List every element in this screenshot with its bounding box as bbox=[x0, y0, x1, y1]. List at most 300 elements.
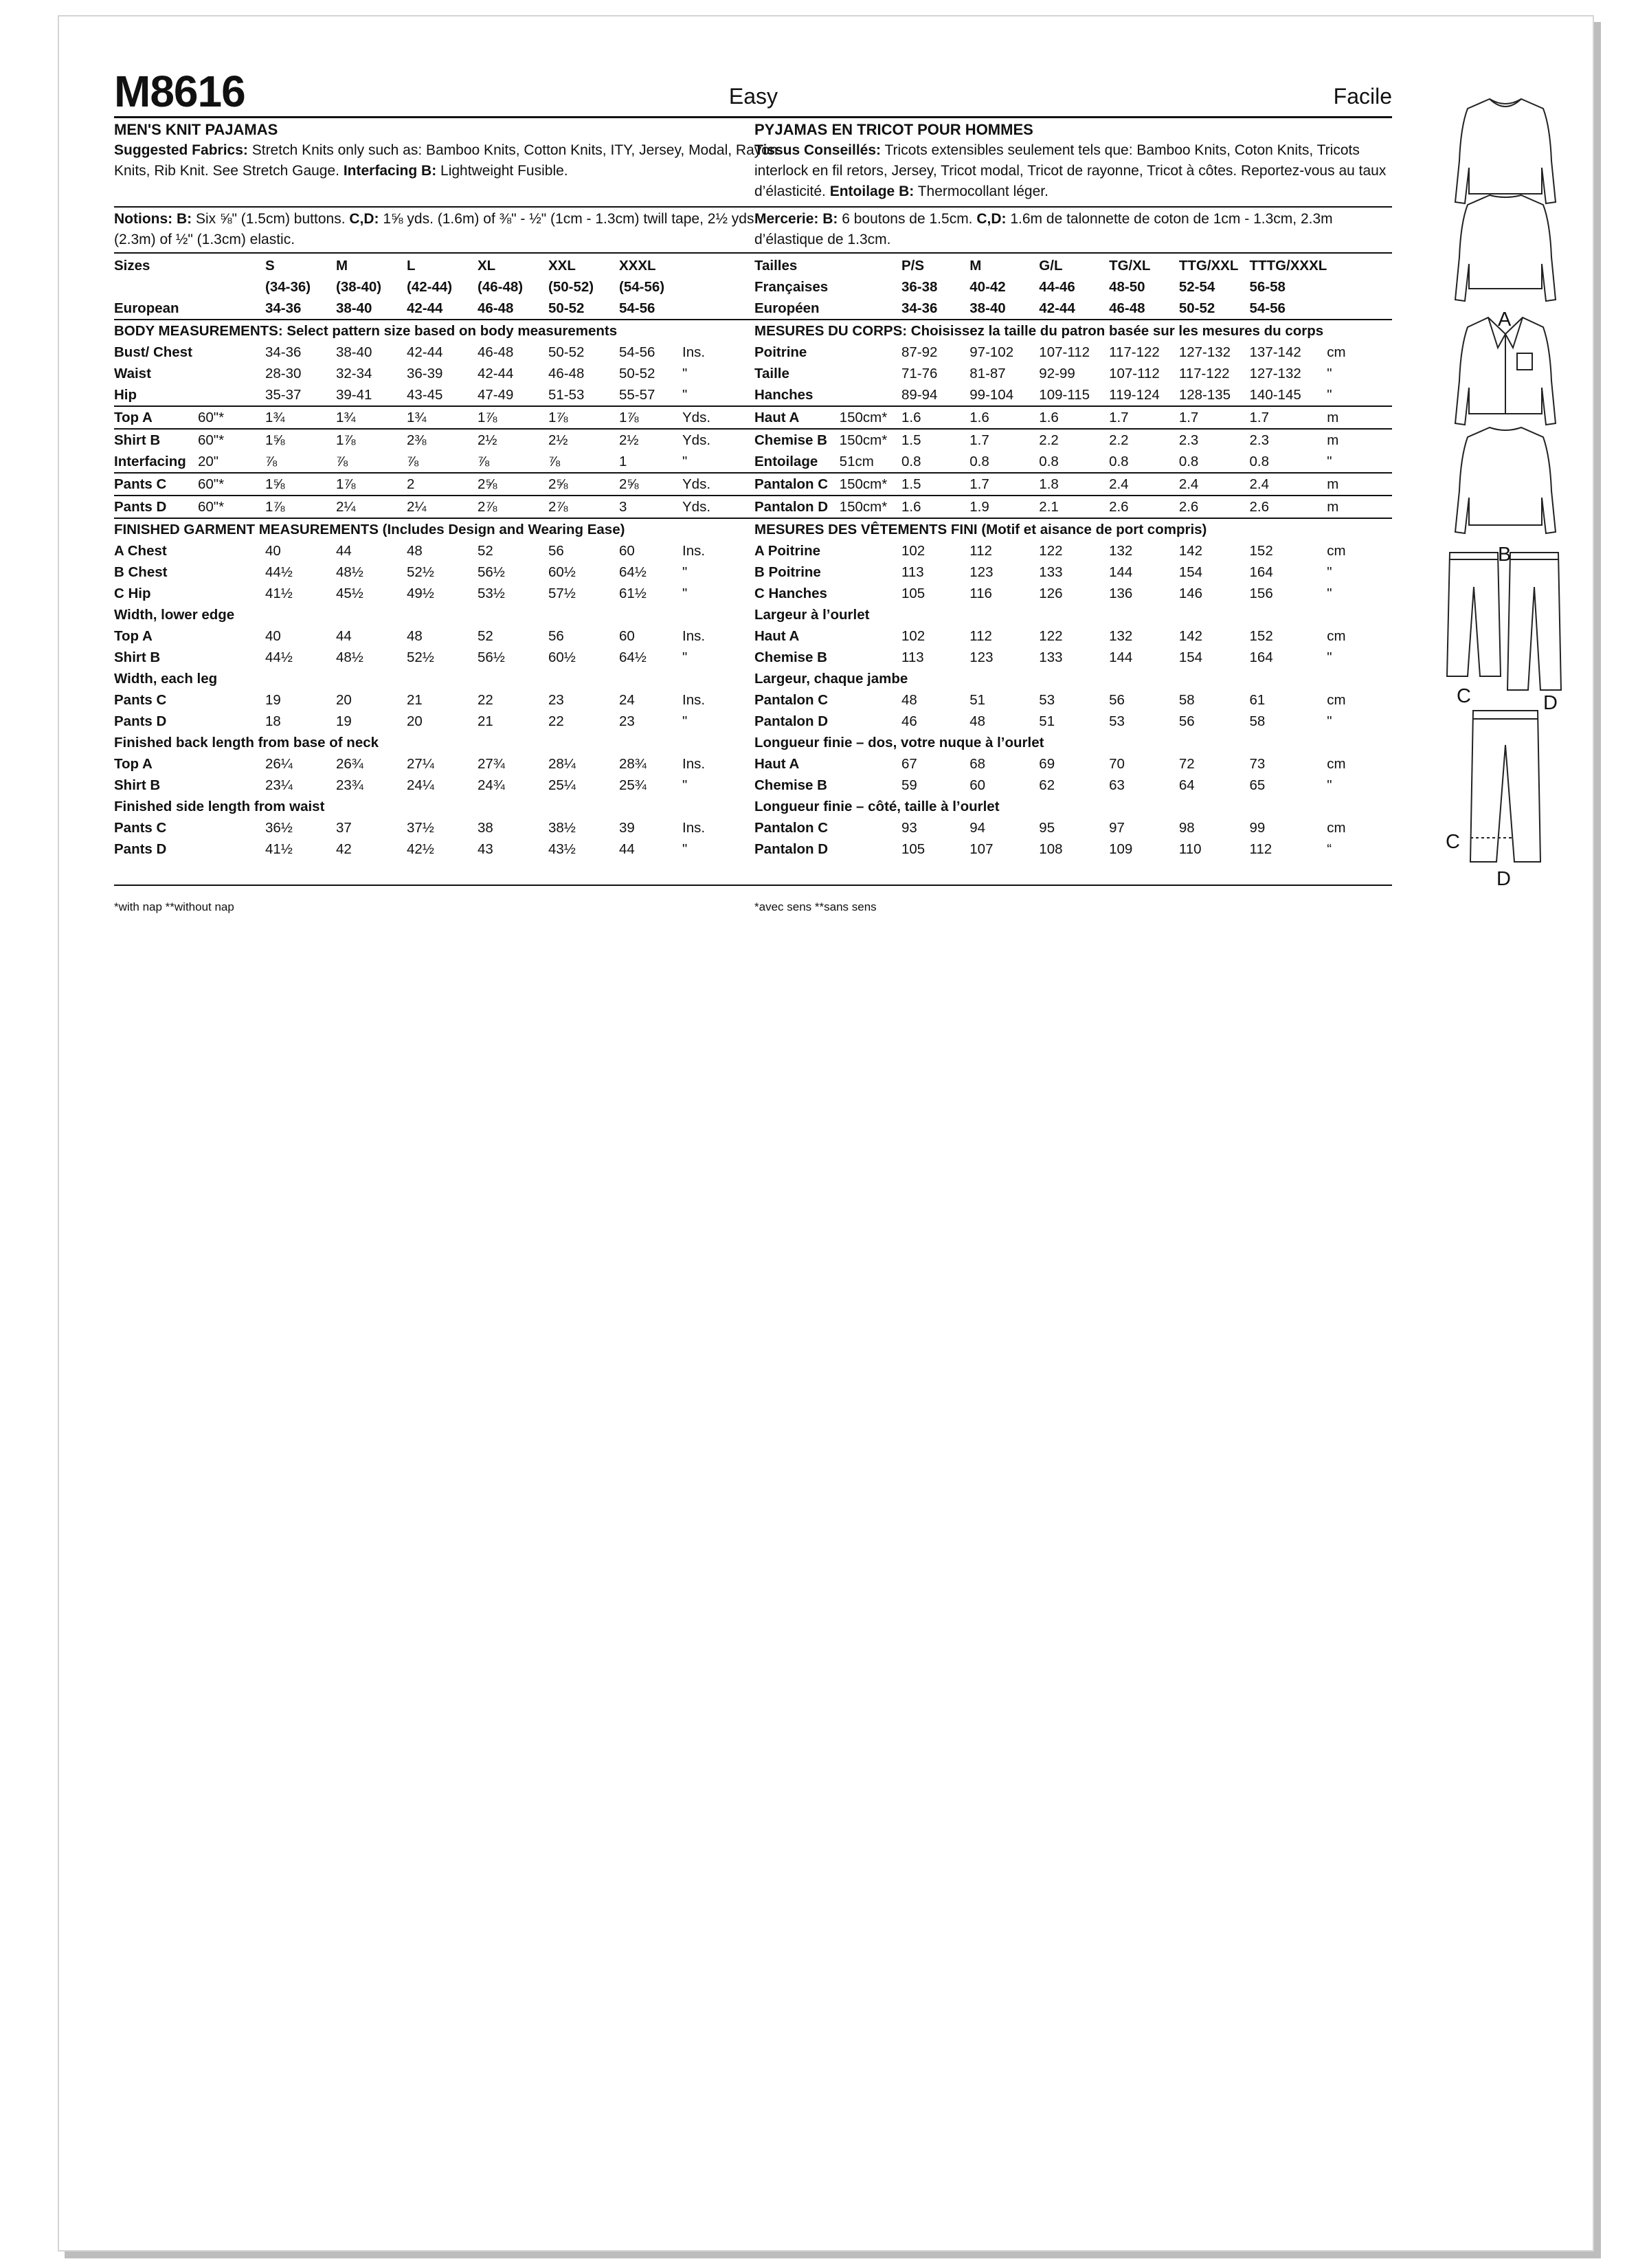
size-value: 36-38 bbox=[901, 279, 938, 295]
notions-label-cd-fr: C,D: bbox=[976, 211, 1007, 227]
size-value: 46-48 bbox=[478, 300, 514, 316]
unit bbox=[1327, 298, 1392, 320]
table-row bbox=[754, 562, 1392, 583]
size-value: 36½ bbox=[265, 820, 293, 836]
size-value: 2¼ bbox=[407, 496, 478, 518]
suggested-fabrics-fr bbox=[754, 140, 1392, 202]
fabric-width bbox=[198, 540, 265, 562]
size-value: 107 bbox=[969, 841, 994, 857]
row-label: Pantalon C bbox=[754, 820, 829, 836]
size-value: 23 bbox=[619, 713, 635, 729]
table-row bbox=[754, 753, 1392, 775]
unit: Ins. bbox=[682, 543, 706, 559]
size-value: 2⅜ bbox=[407, 429, 478, 451]
view-c-label-2: C bbox=[1446, 831, 1460, 853]
size-value: 21 bbox=[407, 692, 423, 708]
table-row bbox=[754, 838, 1392, 860]
fabric-width bbox=[840, 255, 901, 276]
fabric-width: 51cm bbox=[839, 454, 874, 469]
view-c-label: C bbox=[1457, 685, 1471, 707]
size-value: 122 bbox=[1039, 543, 1063, 559]
size-value: 108 bbox=[1039, 841, 1063, 857]
table-row bbox=[754, 406, 1392, 429]
size-value: 52 bbox=[478, 628, 493, 644]
size-value: 46-48 bbox=[548, 366, 585, 381]
size-value: 20 bbox=[336, 692, 352, 708]
size-value: 40 bbox=[265, 543, 281, 559]
size-value: 34-36 bbox=[901, 300, 938, 316]
size-value: 2⅝ bbox=[619, 473, 682, 496]
size-value: 0.8 bbox=[1178, 454, 1199, 469]
size-value: 40-42 bbox=[969, 279, 1006, 295]
unit: Ins. bbox=[682, 692, 706, 708]
size-value: 1⅞ bbox=[619, 406, 682, 429]
size-value: 1.7 bbox=[1250, 406, 1327, 429]
size-value: 0.8 bbox=[901, 454, 921, 469]
table-row bbox=[754, 647, 1392, 668]
row-label: B Chest bbox=[114, 564, 168, 580]
size-value: 2.4 bbox=[1109, 473, 1179, 496]
size-value: 60 bbox=[619, 543, 635, 559]
size-value: 112 bbox=[969, 628, 992, 644]
size-value: 51 bbox=[969, 692, 986, 708]
size-value: 22 bbox=[548, 713, 564, 729]
table-row bbox=[754, 540, 1392, 562]
size-value: 61 bbox=[1249, 692, 1266, 708]
size-value: 48 bbox=[407, 628, 423, 644]
fabric-width bbox=[840, 711, 901, 732]
pants-d-drawing bbox=[1507, 553, 1561, 690]
size-value: 48½ bbox=[336, 564, 363, 580]
unit: " bbox=[682, 366, 688, 381]
size-value: 42½ bbox=[407, 841, 434, 857]
size-value: 152 bbox=[1249, 543, 1273, 559]
size-value: 122 bbox=[1039, 628, 1063, 644]
size-value: 1¾ bbox=[336, 406, 407, 429]
size-value: 20 bbox=[407, 713, 423, 729]
notions-text-cd: 1⅝ yds. (1.6m) of ⅜" - ½" (1cm - 1.3cm) twill tape, 2½ yds. (2.3m) of ½" (1.3cm) elastic. bbox=[114, 211, 759, 247]
size-value: TTG/XXL bbox=[1178, 258, 1239, 274]
pattern-title: MEN'S KNIT PAJAMAS bbox=[114, 116, 778, 139]
top-a-back-drawing bbox=[1455, 195, 1556, 301]
size-value: 42-44 bbox=[407, 300, 443, 316]
size-value: 25¾ bbox=[619, 777, 647, 793]
size-value: 53½ bbox=[478, 586, 505, 601]
fabric-width bbox=[840, 647, 901, 668]
size-value: 0.8 bbox=[1249, 454, 1270, 469]
section-heading-text: Finished back length from base of neck bbox=[114, 735, 379, 751]
size-value: 99-104 bbox=[969, 387, 1014, 403]
section-heading bbox=[114, 732, 778, 753]
size-value: 137-142 bbox=[1249, 344, 1301, 360]
fabric-width: 60"* bbox=[198, 406, 265, 429]
size-value: 102 bbox=[901, 628, 926, 644]
size-value: 38-40 bbox=[969, 300, 1006, 316]
size-value: 1⅝ bbox=[265, 429, 336, 451]
unit bbox=[1327, 276, 1392, 298]
size-value: 152 bbox=[1249, 628, 1273, 644]
size-value: 98 bbox=[1178, 820, 1195, 836]
fabric-width bbox=[198, 817, 265, 838]
fabric-width bbox=[198, 298, 265, 320]
size-value: 60 bbox=[619, 628, 635, 644]
fabric-width: 150cm* bbox=[840, 473, 901, 496]
section-heading-text: Finished side length from waist bbox=[114, 799, 325, 814]
size-value: 2.6 bbox=[1109, 496, 1179, 518]
size-value: 69 bbox=[1039, 756, 1055, 772]
size-value: 46 bbox=[901, 713, 917, 729]
interfacing-label-fr: Entoilage B: bbox=[829, 184, 915, 199]
size-value: 44 bbox=[619, 841, 635, 857]
size-value: 56 bbox=[1109, 692, 1125, 708]
size-value: 50-52 bbox=[1178, 300, 1215, 316]
size-value: 50-52 bbox=[619, 366, 655, 381]
table-row bbox=[114, 753, 778, 775]
size-value: 73 bbox=[1249, 756, 1266, 772]
notions-text-b: Six ⅝" (1.5cm) buttons. bbox=[192, 211, 350, 227]
fabric-width bbox=[198, 775, 265, 796]
notions-text-b-fr: 6 boutons de 1.5cm. bbox=[838, 211, 977, 227]
size-value: 1.7 bbox=[969, 429, 1039, 451]
difficulty-level-fr: Facile bbox=[1333, 84, 1392, 109]
view-d-label: D bbox=[1543, 692, 1558, 714]
size-value: TTTG/XXXL bbox=[1249, 258, 1327, 274]
unit: " bbox=[682, 777, 688, 793]
size-value: 44 bbox=[336, 543, 352, 559]
top-a-front-drawing bbox=[1455, 99, 1556, 203]
size-value: 63 bbox=[1109, 777, 1125, 793]
interfacing-label: Interfacing B: bbox=[343, 163, 437, 179]
row-label: Taille bbox=[754, 366, 789, 381]
table-row bbox=[114, 817, 778, 838]
unit: " bbox=[1327, 366, 1332, 381]
section-heading bbox=[114, 320, 778, 342]
size-value: 42-44 bbox=[478, 366, 514, 381]
size-value: 1 bbox=[619, 454, 627, 469]
row-label: Top A bbox=[114, 756, 153, 772]
size-value: 1.6 bbox=[901, 496, 969, 518]
size-value: 48 bbox=[969, 713, 986, 729]
shirt-b-front-drawing bbox=[1455, 318, 1556, 425]
size-value: 1⅞ bbox=[265, 496, 336, 518]
size-value: (46-48) bbox=[478, 279, 524, 295]
size-value: 46-48 bbox=[1109, 300, 1145, 316]
size-value: 56½ bbox=[478, 649, 505, 665]
fabric-width bbox=[198, 838, 265, 860]
table-row bbox=[114, 496, 778, 518]
size-value: 23 bbox=[548, 692, 564, 708]
unit: m bbox=[1327, 429, 1392, 451]
size-value: 89-94 bbox=[901, 387, 938, 403]
size-value: 72 bbox=[1178, 756, 1195, 772]
row-label: Haut A bbox=[754, 756, 800, 772]
size-value: 68 bbox=[969, 756, 986, 772]
size-value: 0.8 bbox=[1039, 454, 1059, 469]
size-header-row bbox=[114, 255, 778, 276]
size-value: 2½ bbox=[548, 429, 619, 451]
unit: m bbox=[1327, 406, 1392, 429]
size-value: M bbox=[969, 258, 982, 274]
unit: Ins. bbox=[682, 628, 706, 644]
notions-label: Notions: B: bbox=[114, 211, 192, 227]
size-value: 107-112 bbox=[1039, 344, 1090, 360]
section-heading-text: Width, each leg bbox=[114, 671, 218, 687]
size-value: 48 bbox=[407, 543, 423, 559]
size-value: 97 bbox=[1109, 820, 1125, 836]
size-value: 1⅞ bbox=[336, 473, 407, 496]
divider bbox=[114, 206, 778, 208]
divider bbox=[114, 252, 778, 254]
size-value: 61½ bbox=[619, 586, 647, 601]
fabric-width bbox=[840, 838, 901, 860]
size-value: 3 bbox=[619, 496, 682, 518]
fabric-width: 60"* bbox=[198, 496, 265, 518]
size-value: 128-135 bbox=[1178, 387, 1231, 403]
size-header-row bbox=[754, 255, 1392, 276]
size-value: 117-122 bbox=[1178, 366, 1230, 381]
row-label: Chemise B bbox=[754, 649, 827, 665]
fabric-width bbox=[198, 562, 265, 583]
row-label: Pants C bbox=[114, 692, 167, 708]
unit: " bbox=[1327, 387, 1332, 403]
size-value: 52½ bbox=[407, 649, 434, 665]
row-label: Haut A bbox=[754, 628, 800, 644]
size-value: 60 bbox=[969, 777, 986, 793]
section-heading-text: Largeur, chaque jambe bbox=[754, 671, 908, 687]
size-value: 19 bbox=[336, 713, 352, 729]
size-value: 65 bbox=[1249, 777, 1266, 793]
size-value: ⅞ bbox=[478, 454, 490, 469]
table-row bbox=[754, 775, 1392, 796]
size-value: 2.2 bbox=[1039, 429, 1109, 451]
size-value: 87-92 bbox=[901, 344, 938, 360]
footnote-fr: *avec sens **sans sens bbox=[754, 900, 877, 913]
unit: m bbox=[1327, 496, 1392, 518]
row-label: A Chest bbox=[114, 543, 167, 559]
row-label bbox=[114, 276, 198, 298]
size-value: 1.9 bbox=[969, 496, 1039, 518]
row-label: Pants C bbox=[114, 473, 198, 496]
unit: Ins. bbox=[682, 820, 706, 836]
size-value: ⅞ bbox=[265, 454, 278, 469]
section-heading bbox=[114, 796, 778, 817]
size-value: 1¾ bbox=[407, 406, 478, 429]
size-value: 1.5 bbox=[901, 473, 969, 496]
size-value: 53 bbox=[1039, 692, 1055, 708]
measurements-table-fr bbox=[754, 255, 1392, 860]
interfacing-text: Lightweight Fusible. bbox=[436, 163, 568, 179]
table-row bbox=[114, 583, 778, 604]
size-value: 1⅞ bbox=[478, 406, 548, 429]
size-value: 113 bbox=[901, 649, 924, 665]
fabric-width bbox=[840, 817, 901, 838]
size-value: 133 bbox=[1039, 564, 1063, 580]
unit: Yds. bbox=[682, 473, 778, 496]
table-row bbox=[114, 711, 778, 732]
table-row bbox=[754, 429, 1392, 451]
size-value: 19 bbox=[265, 692, 281, 708]
row-label: Pants D bbox=[114, 841, 167, 857]
size-value: 53 bbox=[1109, 713, 1125, 729]
notions bbox=[114, 209, 778, 250]
size-value: 52½ bbox=[407, 564, 434, 580]
size-value: 2.6 bbox=[1179, 496, 1250, 518]
fabric-width bbox=[840, 298, 901, 320]
section-heading-text: Longueur finie – dos, votre nuque à l’ourlet bbox=[754, 735, 1044, 751]
table-row bbox=[114, 429, 778, 451]
row-label: Top A bbox=[114, 628, 153, 644]
size-value: 156 bbox=[1249, 586, 1273, 601]
unit: " bbox=[682, 586, 688, 601]
size-value: 38½ bbox=[548, 820, 576, 836]
row-label: Pants D bbox=[114, 496, 198, 518]
row-label: Pantalon D bbox=[754, 713, 829, 729]
unit: " bbox=[1327, 454, 1332, 469]
table-row bbox=[754, 625, 1392, 647]
section-heading-text: Largeur à l’ourlet bbox=[754, 607, 870, 623]
table-row bbox=[754, 496, 1392, 518]
unit: " bbox=[682, 649, 688, 665]
table-row bbox=[114, 540, 778, 562]
fabric-width bbox=[840, 276, 901, 298]
section-heading bbox=[754, 518, 1392, 540]
size-value: 70 bbox=[1109, 756, 1125, 772]
size-value: 1.7 bbox=[969, 473, 1039, 496]
size-value: 127-132 bbox=[1178, 344, 1231, 360]
table-row bbox=[754, 451, 1392, 473]
size-value: 25¼ bbox=[548, 777, 576, 793]
row-label: Pants D bbox=[114, 713, 167, 729]
size-value: 36-39 bbox=[407, 366, 443, 381]
size-value: 144 bbox=[1109, 564, 1133, 580]
size-value: 1.6 bbox=[901, 406, 969, 429]
size-value: 164 bbox=[1249, 649, 1273, 665]
size-value: 64 bbox=[1178, 777, 1195, 793]
section-heading bbox=[114, 518, 778, 540]
size-value: P/S bbox=[901, 258, 925, 274]
fabric-width bbox=[840, 384, 901, 406]
footnote: *with nap **without nap bbox=[114, 900, 234, 913]
size-value: (50-52) bbox=[548, 279, 594, 295]
notions-fr bbox=[754, 209, 1392, 250]
size-value: 38-40 bbox=[336, 300, 372, 316]
size-value: 24¾ bbox=[478, 777, 505, 793]
row-label: Chemise B bbox=[754, 429, 840, 451]
row-label: Hip bbox=[114, 387, 137, 403]
size-value: 56 bbox=[1178, 713, 1195, 729]
row-label: Européen bbox=[754, 300, 820, 316]
size-value: 37½ bbox=[407, 820, 434, 836]
table-row bbox=[114, 473, 778, 496]
pants-c-drawing bbox=[1447, 553, 1501, 676]
size-value: 41½ bbox=[265, 841, 293, 857]
divider bbox=[114, 885, 778, 886]
size-value: 42-44 bbox=[407, 344, 443, 360]
row-label: C Hip bbox=[114, 586, 151, 601]
size-value: (42-44) bbox=[407, 279, 453, 295]
fabric-width bbox=[840, 689, 901, 711]
notions-label-fr: Mercerie: B: bbox=[754, 211, 838, 227]
size-value: 1.6 bbox=[1039, 406, 1109, 429]
size-value: 2.2 bbox=[1109, 429, 1179, 451]
fabric-width bbox=[198, 363, 265, 384]
size-value: 2.4 bbox=[1250, 473, 1327, 496]
table-row bbox=[754, 689, 1392, 711]
section-heading bbox=[754, 320, 1392, 342]
size-value: 60½ bbox=[548, 649, 576, 665]
section-heading bbox=[754, 732, 1392, 753]
size-value: 109 bbox=[1109, 841, 1133, 857]
fabric-width: 60"* bbox=[198, 429, 265, 451]
size-value: 24¼ bbox=[407, 777, 434, 793]
table-row bbox=[114, 384, 778, 406]
size-value: 64½ bbox=[619, 564, 647, 580]
divider bbox=[754, 206, 1392, 208]
table-row bbox=[114, 625, 778, 647]
size-value: 1⅞ bbox=[548, 406, 619, 429]
size-value: 51-53 bbox=[548, 387, 585, 403]
size-value: 28¾ bbox=[619, 756, 647, 772]
unit: " bbox=[1327, 713, 1332, 729]
size-value: 39 bbox=[619, 820, 635, 836]
divider bbox=[754, 885, 1392, 886]
size-value: 57½ bbox=[548, 586, 576, 601]
size-value: 62 bbox=[1039, 777, 1055, 793]
size-value: 43½ bbox=[548, 841, 576, 857]
size-value: 32-34 bbox=[336, 366, 372, 381]
size-value: G/L bbox=[1039, 258, 1063, 274]
size-value: 99 bbox=[1249, 820, 1266, 836]
row-label: Bust/ Chest bbox=[114, 344, 192, 360]
size-value: 55-57 bbox=[619, 387, 655, 403]
size-value: 2⅞ bbox=[548, 496, 619, 518]
size-value: 1⅞ bbox=[336, 429, 407, 451]
table-row bbox=[114, 689, 778, 711]
size-value: 112 bbox=[1249, 841, 1272, 857]
size-value: 164 bbox=[1249, 564, 1273, 580]
size-value: 59 bbox=[901, 777, 917, 793]
fabric-width bbox=[840, 363, 901, 384]
size-value: 95 bbox=[1039, 820, 1055, 836]
size-value: 51 bbox=[1039, 713, 1055, 729]
size-value: TG/XL bbox=[1109, 258, 1151, 274]
fabric-width bbox=[840, 540, 901, 562]
size-value: 71-76 bbox=[901, 366, 938, 381]
size-value: 0.8 bbox=[969, 454, 989, 469]
fabric-width: 150cm* bbox=[840, 496, 901, 518]
size-value: 27¼ bbox=[407, 756, 434, 772]
size-value: 1.8 bbox=[1039, 473, 1109, 496]
size-value: 117-122 bbox=[1109, 344, 1160, 360]
pattern-number: M8616 bbox=[114, 67, 245, 116]
table-row bbox=[754, 583, 1392, 604]
table-row bbox=[114, 363, 778, 384]
size-value: 154 bbox=[1178, 564, 1203, 580]
section-heading-text: Longueur finie – côté, taille à l’ourlet bbox=[754, 799, 1000, 814]
row-label: Hanches bbox=[754, 387, 814, 403]
unit: " bbox=[682, 713, 688, 729]
fabric-width: 20" bbox=[198, 454, 219, 469]
row-label: C Hanches bbox=[754, 586, 827, 601]
size-value: 127-132 bbox=[1249, 366, 1301, 381]
unit: Yds. bbox=[682, 496, 778, 518]
fabric-width: 150cm* bbox=[840, 406, 901, 429]
size-value: 1⅝ bbox=[265, 473, 336, 496]
fabric-width bbox=[198, 753, 265, 775]
size-value: 2⅝ bbox=[478, 473, 548, 496]
size-value: 28-30 bbox=[265, 366, 302, 381]
size-value: 42-44 bbox=[1039, 300, 1075, 316]
